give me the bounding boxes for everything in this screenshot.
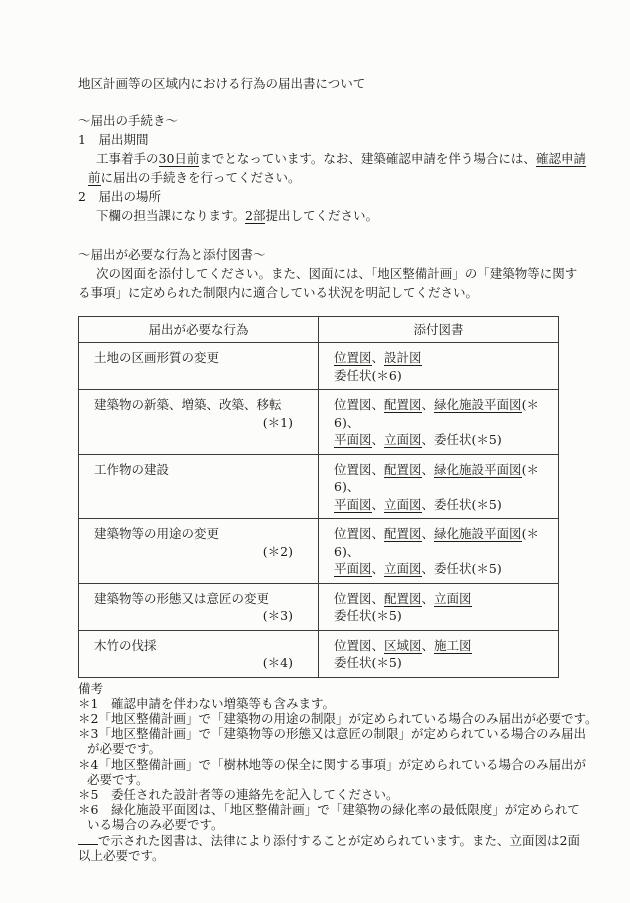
text-segment: 、 bbox=[371, 350, 385, 365]
text-segment: 、 bbox=[371, 561, 385, 576]
underlined-text: 位置図 bbox=[334, 350, 372, 365]
text-segment: 必要です。 bbox=[87, 771, 149, 787]
text-segment: 位置図、 bbox=[334, 526, 385, 541]
action-name: 土地の区画形質の変更 bbox=[94, 350, 220, 365]
table-head bbox=[79, 317, 559, 343]
text-line bbox=[78, 696, 584, 711]
text-segment: 提出してください。 bbox=[265, 208, 378, 223]
text-line bbox=[78, 710, 598, 726]
text-segment: 、 bbox=[421, 526, 435, 541]
text-segment: ＊2「地区整備計画」で「建築物の用途の制限」が定められている場合のみ届出が必要です。 bbox=[78, 710, 598, 726]
docs-cell bbox=[319, 519, 559, 584]
text-line bbox=[78, 726, 584, 741]
table-header-action: 届出が必要な行為 bbox=[79, 317, 319, 343]
text-segment: に届出の手続きを行ってください。 bbox=[100, 170, 301, 185]
text-line bbox=[78, 848, 584, 863]
text-segment: ＊3「地区整備計画」で「建築物等の形態又は意匠の制限」が定められている場合のみ届出 bbox=[78, 726, 586, 742]
docs-line bbox=[334, 560, 549, 578]
text-segment: 委任状(＊6) bbox=[334, 367, 402, 383]
table-row bbox=[79, 583, 559, 630]
action-footnote-marker: (＊3) bbox=[262, 608, 293, 623]
text-line bbox=[87, 772, 584, 787]
underlined-text: 緑化施設平面図 bbox=[434, 397, 522, 412]
docs-cell bbox=[319, 630, 559, 677]
text-segment: いる場合のみ必要です。 bbox=[87, 817, 224, 833]
text-line bbox=[78, 187, 584, 206]
docs-line bbox=[334, 496, 549, 514]
text-segment: る事項」に定められた制限内に適合している状況を明記してください。 bbox=[78, 285, 479, 300]
underlined-text: 区域図 bbox=[384, 637, 422, 653]
action-footnote-marker: (＊4) bbox=[262, 655, 293, 670]
table-row bbox=[79, 630, 559, 677]
docs-line bbox=[334, 349, 549, 367]
action-name: 木竹の伐採 bbox=[94, 637, 157, 653]
underlined-text: 配置図 bbox=[384, 590, 422, 606]
text-segment: 、 bbox=[421, 461, 435, 477]
remarks-heading: 備考 bbox=[78, 680, 104, 696]
docs-line bbox=[334, 590, 549, 608]
text-segment: 、委任状(＊5) bbox=[421, 496, 502, 512]
action-footnote-marker: (＊2) bbox=[262, 543, 293, 559]
underlined-text: 配置図 bbox=[384, 461, 422, 477]
underlined-text bbox=[78, 833, 98, 845]
text-segment: 、委任状(＊5) bbox=[421, 561, 502, 576]
action-name: 工作物の建設 bbox=[94, 461, 170, 477]
text-segment: ＊4「地区整備計画」で「樹林地等の保全に関する事項」が定められている場合のみ届出が bbox=[78, 756, 586, 772]
text-line bbox=[78, 757, 584, 772]
action-cell bbox=[79, 519, 319, 584]
underlined-text: 緑化施設平面図 bbox=[434, 526, 522, 541]
underlined-text: 設計図 bbox=[384, 350, 422, 365]
text-segment: (＊6)、 bbox=[334, 397, 539, 430]
docs-line bbox=[334, 525, 549, 560]
text-segment: 2 届出の場所 bbox=[78, 189, 161, 204]
docs-line bbox=[334, 431, 549, 449]
underlined-text: 立面図 bbox=[384, 496, 422, 512]
text-segment: 以上必要です。 bbox=[78, 847, 165, 863]
text-segment: 位置図、 bbox=[334, 590, 385, 606]
text-segment: 下欄の担当課になります。 bbox=[96, 208, 246, 223]
underlined-text: 立面図 bbox=[434, 590, 472, 606]
text-segment: 位置図、 bbox=[334, 397, 385, 412]
text-segment: が必要です。 bbox=[87, 741, 162, 757]
text-segment: 、 bbox=[421, 397, 435, 412]
text-segment: 、 bbox=[421, 590, 435, 606]
text-segment: 、 bbox=[371, 432, 385, 447]
underlined-text: 立面図 bbox=[384, 432, 422, 447]
docs-line bbox=[334, 637, 549, 655]
remarks-section bbox=[78, 680, 598, 863]
text-line bbox=[78, 283, 584, 302]
docs-line bbox=[334, 367, 549, 385]
table-body bbox=[79, 343, 559, 678]
required-actions-table bbox=[78, 316, 559, 678]
underlined-text: 30日前 bbox=[158, 151, 200, 166]
docs-line bbox=[334, 461, 549, 496]
action-cell bbox=[79, 343, 319, 390]
docs-cell bbox=[319, 390, 559, 455]
text-line bbox=[96, 264, 584, 283]
text-segment: ＊1 確認申請を伴わない増築等も含みます。 bbox=[78, 695, 335, 711]
text-line bbox=[78, 833, 584, 848]
text-segment: 、 bbox=[371, 496, 385, 512]
text-line bbox=[88, 168, 584, 187]
text-line bbox=[87, 741, 584, 756]
text-segment: 委任状(＊5) bbox=[334, 655, 402, 670]
procedure-lines bbox=[78, 130, 584, 225]
table-row bbox=[79, 390, 559, 455]
docs-line bbox=[334, 396, 549, 431]
docs-cell bbox=[319, 454, 559, 519]
table-header-documents: 添付図書 bbox=[319, 317, 559, 343]
action-cell bbox=[79, 390, 319, 455]
doc-title: 地区計画等の区域内における行為の届出書について bbox=[78, 76, 366, 91]
text-line bbox=[78, 802, 584, 817]
table-row bbox=[79, 454, 559, 519]
text-segment: 次の図面を添付してください。また、図面には、「地区整備計画」の「建築物等に関す bbox=[96, 266, 578, 281]
text-segment: までとなっています。なお、建築確認申請を伴う場合には、 bbox=[199, 151, 536, 166]
action-name: 建築物等の用途の変更 bbox=[94, 526, 220, 541]
text-segment: 、委任状(＊5) bbox=[421, 432, 502, 447]
underlined-text: 確認申請 bbox=[535, 151, 586, 166]
text-segment: 位置図、 bbox=[334, 461, 385, 477]
text-segment: 位置図、 bbox=[334, 637, 385, 653]
action-name: 建築物等の形態又は意匠の変更 bbox=[94, 590, 270, 606]
text-segment: 工事着手の bbox=[96, 151, 159, 166]
docs-line bbox=[334, 654, 549, 672]
text-line bbox=[78, 130, 584, 149]
text-segment: 、 bbox=[421, 637, 435, 653]
text-line bbox=[78, 787, 584, 802]
table-header-row bbox=[79, 317, 559, 343]
text-segment: ＊6 緑化施設平面図は、「地区整備計画」で「建築物の緑化率の最低限度」が定められて bbox=[78, 802, 580, 818]
underlined-text: 平面図 bbox=[334, 432, 372, 447]
docs-cell bbox=[319, 343, 559, 390]
underlined-text: 平面図 bbox=[334, 496, 372, 512]
text-segment: (＊6)、 bbox=[334, 461, 539, 494]
underlined-text: 2部 bbox=[245, 208, 266, 223]
table-row bbox=[79, 343, 559, 390]
text-segment: 委任状(＊5) bbox=[334, 608, 402, 623]
underlined-text: 施工図 bbox=[434, 637, 472, 653]
action-footnote-marker: (＊1) bbox=[262, 414, 293, 430]
text-segment: 1 届出期間 bbox=[78, 132, 149, 147]
attachments-heading: ～届出が必要な行為と添付図書～ bbox=[78, 247, 266, 262]
procedure-heading: ～届出の手続き～ bbox=[78, 113, 179, 128]
underlined-text: 前 bbox=[88, 170, 101, 185]
action-cell bbox=[79, 630, 319, 677]
text-segment: (＊6)、 bbox=[334, 526, 539, 559]
underlined-text: 平面図 bbox=[334, 561, 372, 576]
text-line bbox=[87, 817, 584, 832]
underlined-text: 緑化施設平面図 bbox=[434, 461, 522, 477]
text-line bbox=[96, 206, 584, 225]
text-line bbox=[96, 149, 584, 168]
attachments-intro bbox=[78, 264, 584, 302]
remarks-lines bbox=[78, 695, 598, 863]
underlined-text: 配置図 bbox=[384, 526, 422, 541]
action-cell bbox=[79, 454, 319, 519]
docs-cell bbox=[319, 583, 559, 630]
docs-line bbox=[334, 607, 549, 625]
text-segment: で示された図書は、法律により添付することが定められています。また、立面図は2面 bbox=[98, 832, 580, 848]
text-segment: ＊5 委任された設計者等の連絡先を記入してください。 bbox=[78, 786, 399, 802]
table-row bbox=[79, 519, 559, 584]
underlined-text: 立面図 bbox=[384, 561, 422, 576]
underlined-text: 配置図 bbox=[384, 397, 422, 412]
action-cell bbox=[79, 583, 319, 630]
action-name: 建築物の新築、増築、改築、移転 bbox=[94, 397, 282, 412]
